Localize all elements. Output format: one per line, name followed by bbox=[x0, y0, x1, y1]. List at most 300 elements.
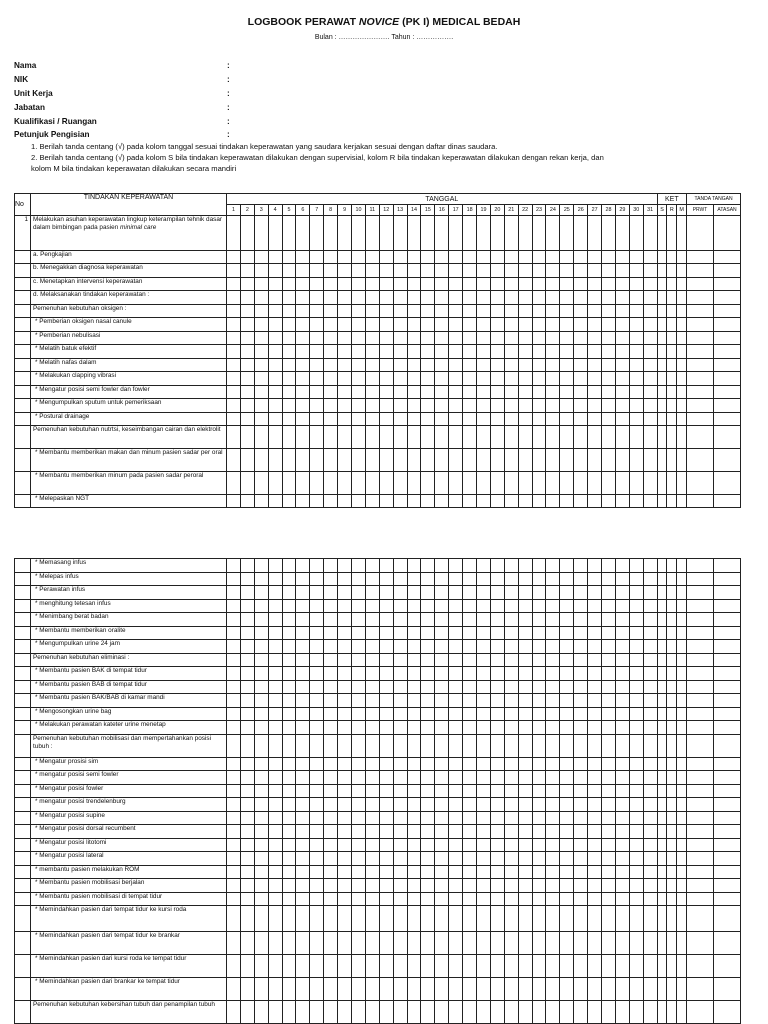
date-cell[interactable] bbox=[518, 708, 532, 721]
date-cell[interactable] bbox=[504, 654, 518, 667]
date-cell[interactable] bbox=[324, 278, 338, 291]
date-cell[interactable] bbox=[602, 839, 616, 852]
signature-cell[interactable] bbox=[687, 825, 714, 839]
date-cell[interactable] bbox=[421, 667, 435, 681]
date-cell[interactable] bbox=[643, 627, 657, 640]
date-cell[interactable] bbox=[615, 449, 629, 472]
date-cell[interactable] bbox=[310, 866, 324, 879]
date-cell[interactable] bbox=[449, 386, 463, 399]
ket-cell[interactable] bbox=[667, 839, 677, 852]
date-cell[interactable] bbox=[560, 812, 574, 825]
signature-cell[interactable] bbox=[687, 559, 714, 573]
date-cell[interactable] bbox=[490, 654, 504, 667]
date-cell[interactable] bbox=[296, 413, 310, 426]
ket-cell[interactable] bbox=[667, 879, 677, 893]
signature-cell[interactable] bbox=[714, 758, 741, 771]
signature-cell[interactable] bbox=[714, 318, 741, 332]
ket-cell[interactable] bbox=[657, 291, 667, 305]
ket-cell[interactable] bbox=[667, 758, 677, 771]
date-cell[interactable] bbox=[254, 852, 268, 866]
date-cell[interactable] bbox=[240, 332, 254, 345]
date-cell[interactable] bbox=[532, 852, 546, 866]
date-cell[interactable] bbox=[324, 893, 338, 906]
date-cell[interactable] bbox=[477, 600, 491, 613]
date-cell[interactable] bbox=[254, 785, 268, 798]
date-cell[interactable] bbox=[421, 866, 435, 879]
ket-cell[interactable] bbox=[657, 332, 667, 345]
date-cell[interactable] bbox=[227, 413, 241, 426]
date-cell[interactable] bbox=[338, 318, 352, 332]
date-cell[interactable] bbox=[546, 386, 560, 399]
date-cell[interactable] bbox=[435, 386, 449, 399]
date-cell[interactable] bbox=[421, 278, 435, 291]
date-cell[interactable] bbox=[629, 386, 643, 399]
date-cell[interactable] bbox=[310, 978, 324, 1001]
signature-cell[interactable] bbox=[714, 906, 741, 932]
date-cell[interactable] bbox=[643, 785, 657, 798]
date-cell[interactable] bbox=[296, 318, 310, 332]
date-cell[interactable] bbox=[379, 586, 393, 600]
date-cell[interactable] bbox=[282, 449, 296, 472]
date-cell[interactable] bbox=[393, 771, 407, 785]
date-cell[interactable] bbox=[463, 627, 477, 640]
date-cell[interactable] bbox=[602, 681, 616, 694]
date-cell[interactable] bbox=[615, 721, 629, 735]
date-cell[interactable] bbox=[629, 758, 643, 771]
date-cell[interactable] bbox=[546, 708, 560, 721]
date-cell[interactable] bbox=[338, 667, 352, 681]
date-cell[interactable] bbox=[504, 932, 518, 955]
signature-cell[interactable] bbox=[687, 291, 714, 305]
date-cell[interactable] bbox=[518, 573, 532, 586]
date-cell[interactable] bbox=[310, 758, 324, 771]
date-cell[interactable] bbox=[310, 667, 324, 681]
date-cell[interactable] bbox=[379, 955, 393, 978]
date-cell[interactable] bbox=[338, 345, 352, 359]
date-cell[interactable] bbox=[629, 879, 643, 893]
date-cell[interactable] bbox=[574, 654, 588, 667]
ket-cell[interactable] bbox=[677, 825, 687, 839]
date-cell[interactable] bbox=[310, 413, 324, 426]
date-cell[interactable] bbox=[379, 573, 393, 586]
date-cell[interactable] bbox=[560, 559, 574, 573]
date-cell[interactable] bbox=[463, 449, 477, 472]
date-cell[interactable] bbox=[338, 735, 352, 758]
date-cell[interactable] bbox=[588, 978, 602, 1001]
date-cell[interactable] bbox=[449, 345, 463, 359]
date-cell[interactable] bbox=[449, 413, 463, 426]
date-cell[interactable] bbox=[338, 586, 352, 600]
date-cell[interactable] bbox=[615, 216, 629, 251]
date-cell[interactable] bbox=[629, 771, 643, 785]
date-cell[interactable] bbox=[477, 291, 491, 305]
date-cell[interactable] bbox=[338, 932, 352, 955]
signature-cell[interactable] bbox=[714, 1001, 741, 1024]
date-cell[interactable] bbox=[324, 667, 338, 681]
date-cell[interactable] bbox=[407, 586, 421, 600]
date-cell[interactable] bbox=[254, 318, 268, 332]
date-cell[interactable] bbox=[421, 251, 435, 264]
signature-cell[interactable] bbox=[687, 1001, 714, 1024]
signature-cell[interactable] bbox=[714, 495, 741, 508]
date-cell[interactable] bbox=[338, 426, 352, 449]
date-cell[interactable] bbox=[643, 955, 657, 978]
ket-cell[interactable] bbox=[657, 613, 667, 627]
ket-cell[interactable] bbox=[677, 721, 687, 735]
date-cell[interactable] bbox=[268, 627, 282, 640]
date-cell[interactable] bbox=[240, 472, 254, 495]
date-cell[interactable] bbox=[310, 449, 324, 472]
date-cell[interactable] bbox=[449, 449, 463, 472]
date-cell[interactable] bbox=[365, 785, 379, 798]
signature-cell[interactable] bbox=[687, 654, 714, 667]
signature-cell[interactable] bbox=[687, 413, 714, 426]
date-cell[interactable] bbox=[518, 449, 532, 472]
date-cell[interactable] bbox=[463, 825, 477, 839]
date-cell[interactable] bbox=[546, 573, 560, 586]
ket-cell[interactable] bbox=[667, 586, 677, 600]
date-cell[interactable] bbox=[477, 472, 491, 495]
date-cell[interactable] bbox=[532, 640, 546, 654]
date-cell[interactable] bbox=[338, 386, 352, 399]
date-cell[interactable] bbox=[588, 495, 602, 508]
date-cell[interactable] bbox=[602, 708, 616, 721]
date-cell[interactable] bbox=[560, 785, 574, 798]
date-cell[interactable] bbox=[268, 955, 282, 978]
date-cell[interactable] bbox=[393, 825, 407, 839]
date-cell[interactable] bbox=[560, 694, 574, 708]
date-cell[interactable] bbox=[268, 839, 282, 852]
ket-cell[interactable] bbox=[667, 449, 677, 472]
date-cell[interactable] bbox=[227, 978, 241, 1001]
date-cell[interactable] bbox=[421, 694, 435, 708]
date-cell[interactable] bbox=[268, 386, 282, 399]
date-cell[interactable] bbox=[310, 681, 324, 694]
date-cell[interactable] bbox=[227, 399, 241, 413]
date-cell[interactable] bbox=[240, 667, 254, 681]
date-cell[interactable] bbox=[588, 721, 602, 735]
date-cell[interactable] bbox=[254, 251, 268, 264]
date-cell[interactable] bbox=[629, 893, 643, 906]
signature-cell[interactable] bbox=[714, 785, 741, 798]
date-cell[interactable] bbox=[268, 866, 282, 879]
signature-cell[interactable] bbox=[687, 264, 714, 278]
date-cell[interactable] bbox=[449, 472, 463, 495]
date-cell[interactable] bbox=[310, 305, 324, 318]
date-cell[interactable] bbox=[532, 825, 546, 839]
date-cell[interactable] bbox=[435, 399, 449, 413]
date-cell[interactable] bbox=[352, 495, 366, 508]
date-cell[interactable] bbox=[504, 627, 518, 640]
date-cell[interactable] bbox=[227, 278, 241, 291]
date-cell[interactable] bbox=[393, 449, 407, 472]
date-cell[interactable] bbox=[546, 721, 560, 735]
date-cell[interactable] bbox=[379, 399, 393, 413]
signature-cell[interactable] bbox=[714, 600, 741, 613]
date-cell[interactable] bbox=[240, 893, 254, 906]
ket-cell[interactable] bbox=[657, 735, 667, 758]
date-cell[interactable] bbox=[490, 640, 504, 654]
signature-cell[interactable] bbox=[687, 359, 714, 372]
ket-cell[interactable] bbox=[657, 495, 667, 508]
date-cell[interactable] bbox=[643, 721, 657, 735]
date-cell[interactable] bbox=[240, 278, 254, 291]
date-cell[interactable] bbox=[310, 735, 324, 758]
date-cell[interactable] bbox=[643, 586, 657, 600]
date-cell[interactable] bbox=[338, 798, 352, 812]
date-cell[interactable] bbox=[254, 345, 268, 359]
date-cell[interactable] bbox=[296, 825, 310, 839]
date-cell[interactable] bbox=[240, 839, 254, 852]
ket-cell[interactable] bbox=[677, 264, 687, 278]
date-cell[interactable] bbox=[560, 798, 574, 812]
date-cell[interactable] bbox=[560, 359, 574, 372]
date-cell[interactable] bbox=[407, 559, 421, 573]
date-cell[interactable] bbox=[240, 640, 254, 654]
date-cell[interactable] bbox=[268, 978, 282, 1001]
date-cell[interactable] bbox=[518, 932, 532, 955]
date-cell[interactable] bbox=[393, 216, 407, 251]
ket-cell[interactable] bbox=[677, 978, 687, 1001]
date-cell[interactable] bbox=[240, 627, 254, 640]
date-cell[interactable] bbox=[574, 866, 588, 879]
date-cell[interactable] bbox=[324, 708, 338, 721]
signature-cell[interactable] bbox=[687, 932, 714, 955]
date-cell[interactable] bbox=[379, 906, 393, 932]
date-cell[interactable] bbox=[268, 879, 282, 893]
date-cell[interactable] bbox=[518, 399, 532, 413]
ket-cell[interactable] bbox=[667, 472, 677, 495]
date-cell[interactable] bbox=[463, 559, 477, 573]
date-cell[interactable] bbox=[588, 600, 602, 613]
date-cell[interactable] bbox=[365, 721, 379, 735]
date-cell[interactable] bbox=[546, 771, 560, 785]
date-cell[interactable] bbox=[338, 812, 352, 825]
ket-cell[interactable] bbox=[677, 305, 687, 318]
date-cell[interactable] bbox=[449, 906, 463, 932]
date-cell[interactable] bbox=[560, 893, 574, 906]
date-cell[interactable] bbox=[296, 735, 310, 758]
date-cell[interactable] bbox=[629, 413, 643, 426]
date-cell[interactable] bbox=[602, 785, 616, 798]
date-cell[interactable] bbox=[532, 1001, 546, 1024]
date-cell[interactable] bbox=[588, 305, 602, 318]
date-cell[interactable] bbox=[490, 694, 504, 708]
date-cell[interactable] bbox=[379, 825, 393, 839]
date-cell[interactable] bbox=[365, 449, 379, 472]
date-cell[interactable] bbox=[435, 251, 449, 264]
date-cell[interactable] bbox=[574, 305, 588, 318]
date-cell[interactable] bbox=[574, 559, 588, 573]
date-cell[interactable] bbox=[282, 866, 296, 879]
date-cell[interactable] bbox=[477, 866, 491, 879]
date-cell[interactable] bbox=[574, 251, 588, 264]
date-cell[interactable] bbox=[546, 978, 560, 1001]
ket-cell[interactable] bbox=[667, 798, 677, 812]
date-cell[interactable] bbox=[435, 216, 449, 251]
date-cell[interactable] bbox=[324, 613, 338, 627]
date-cell[interactable] bbox=[643, 472, 657, 495]
date-cell[interactable] bbox=[365, 278, 379, 291]
date-cell[interactable] bbox=[490, 613, 504, 627]
date-cell[interactable] bbox=[560, 640, 574, 654]
date-cell[interactable] bbox=[477, 785, 491, 798]
signature-cell[interactable] bbox=[687, 251, 714, 264]
date-cell[interactable] bbox=[365, 264, 379, 278]
date-cell[interactable] bbox=[407, 852, 421, 866]
date-cell[interactable] bbox=[629, 640, 643, 654]
date-cell[interactable] bbox=[560, 955, 574, 978]
date-cell[interactable] bbox=[435, 852, 449, 866]
date-cell[interactable] bbox=[227, 216, 241, 251]
date-cell[interactable] bbox=[449, 932, 463, 955]
date-cell[interactable] bbox=[338, 472, 352, 495]
date-cell[interactable] bbox=[518, 413, 532, 426]
date-cell[interactable] bbox=[435, 866, 449, 879]
date-cell[interactable] bbox=[282, 932, 296, 955]
date-cell[interactable] bbox=[449, 372, 463, 386]
date-cell[interactable] bbox=[629, 305, 643, 318]
date-cell[interactable] bbox=[379, 640, 393, 654]
ket-cell[interactable] bbox=[677, 600, 687, 613]
date-cell[interactable] bbox=[338, 559, 352, 573]
ket-cell[interactable] bbox=[677, 640, 687, 654]
date-cell[interactable] bbox=[227, 879, 241, 893]
date-cell[interactable] bbox=[546, 906, 560, 932]
signature-cell[interactable] bbox=[687, 495, 714, 508]
date-cell[interactable] bbox=[310, 1001, 324, 1024]
date-cell[interactable] bbox=[324, 345, 338, 359]
date-cell[interactable] bbox=[282, 264, 296, 278]
date-cell[interactable] bbox=[643, 305, 657, 318]
date-cell[interactable] bbox=[435, 812, 449, 825]
date-cell[interactable] bbox=[379, 627, 393, 640]
date-cell[interactable] bbox=[518, 332, 532, 345]
ket-cell[interactable] bbox=[657, 812, 667, 825]
date-cell[interactable] bbox=[227, 318, 241, 332]
date-cell[interactable] bbox=[365, 893, 379, 906]
date-cell[interactable] bbox=[407, 825, 421, 839]
date-cell[interactable] bbox=[421, 708, 435, 721]
date-cell[interactable] bbox=[518, 906, 532, 932]
date-cell[interactable] bbox=[435, 906, 449, 932]
date-cell[interactable] bbox=[588, 264, 602, 278]
date-cell[interactable] bbox=[560, 771, 574, 785]
date-cell[interactable] bbox=[518, 1001, 532, 1024]
date-cell[interactable] bbox=[463, 495, 477, 508]
date-cell[interactable] bbox=[227, 586, 241, 600]
date-cell[interactable] bbox=[518, 264, 532, 278]
date-cell[interactable] bbox=[310, 386, 324, 399]
date-cell[interactable] bbox=[560, 372, 574, 386]
ket-cell[interactable] bbox=[667, 721, 677, 735]
date-cell[interactable] bbox=[643, 332, 657, 345]
date-cell[interactable] bbox=[338, 879, 352, 893]
signature-cell[interactable] bbox=[714, 613, 741, 627]
date-cell[interactable] bbox=[490, 305, 504, 318]
date-cell[interactable] bbox=[504, 1001, 518, 1024]
date-cell[interactable] bbox=[560, 866, 574, 879]
date-cell[interactable] bbox=[463, 332, 477, 345]
date-cell[interactable] bbox=[310, 251, 324, 264]
date-cell[interactable] bbox=[324, 654, 338, 667]
date-cell[interactable] bbox=[477, 332, 491, 345]
date-cell[interactable] bbox=[407, 449, 421, 472]
date-cell[interactable] bbox=[324, 627, 338, 640]
date-cell[interactable] bbox=[560, 399, 574, 413]
date-cell[interactable] bbox=[324, 812, 338, 825]
date-cell[interactable] bbox=[477, 955, 491, 978]
date-cell[interactable] bbox=[435, 573, 449, 586]
date-cell[interactable] bbox=[296, 906, 310, 932]
date-cell[interactable] bbox=[268, 758, 282, 771]
date-cell[interactable] bbox=[296, 291, 310, 305]
date-cell[interactable] bbox=[268, 413, 282, 426]
date-cell[interactable] bbox=[532, 413, 546, 426]
date-cell[interactable] bbox=[463, 978, 477, 1001]
date-cell[interactable] bbox=[310, 332, 324, 345]
date-cell[interactable] bbox=[588, 771, 602, 785]
date-cell[interactable] bbox=[643, 708, 657, 721]
date-cell[interactable] bbox=[435, 681, 449, 694]
date-cell[interactable] bbox=[268, 640, 282, 654]
date-cell[interactable] bbox=[463, 694, 477, 708]
date-cell[interactable] bbox=[477, 681, 491, 694]
date-cell[interactable] bbox=[643, 264, 657, 278]
date-cell[interactable] bbox=[296, 893, 310, 906]
date-cell[interactable] bbox=[574, 839, 588, 852]
date-cell[interactable] bbox=[227, 640, 241, 654]
date-cell[interactable] bbox=[421, 955, 435, 978]
date-cell[interactable] bbox=[560, 758, 574, 771]
date-cell[interactable] bbox=[532, 449, 546, 472]
date-cell[interactable] bbox=[615, 586, 629, 600]
date-cell[interactable] bbox=[296, 721, 310, 735]
ket-cell[interactable] bbox=[667, 667, 677, 681]
date-cell[interactable] bbox=[449, 694, 463, 708]
date-cell[interactable] bbox=[518, 495, 532, 508]
date-cell[interactable] bbox=[602, 852, 616, 866]
date-cell[interactable] bbox=[407, 495, 421, 508]
date-cell[interactable] bbox=[227, 1001, 241, 1024]
date-cell[interactable] bbox=[518, 600, 532, 613]
date-cell[interactable] bbox=[490, 852, 504, 866]
date-cell[interactable] bbox=[393, 893, 407, 906]
date-cell[interactable] bbox=[504, 216, 518, 251]
signature-cell[interactable] bbox=[714, 627, 741, 640]
date-cell[interactable] bbox=[352, 359, 366, 372]
signature-cell[interactable] bbox=[714, 264, 741, 278]
date-cell[interactable] bbox=[449, 798, 463, 812]
date-cell[interactable] bbox=[282, 216, 296, 251]
date-cell[interactable] bbox=[574, 413, 588, 426]
date-cell[interactable] bbox=[296, 495, 310, 508]
date-cell[interactable] bbox=[240, 559, 254, 573]
ket-cell[interactable] bbox=[657, 681, 667, 694]
date-cell[interactable] bbox=[532, 627, 546, 640]
ket-cell[interactable] bbox=[667, 399, 677, 413]
date-cell[interactable] bbox=[504, 586, 518, 600]
ket-cell[interactable] bbox=[677, 627, 687, 640]
ket-cell[interactable] bbox=[667, 812, 677, 825]
date-cell[interactable] bbox=[240, 399, 254, 413]
date-cell[interactable] bbox=[407, 758, 421, 771]
date-cell[interactable] bbox=[296, 559, 310, 573]
ket-cell[interactable] bbox=[657, 372, 667, 386]
date-cell[interactable] bbox=[296, 472, 310, 495]
date-cell[interactable] bbox=[352, 559, 366, 573]
date-cell[interactable] bbox=[393, 627, 407, 640]
